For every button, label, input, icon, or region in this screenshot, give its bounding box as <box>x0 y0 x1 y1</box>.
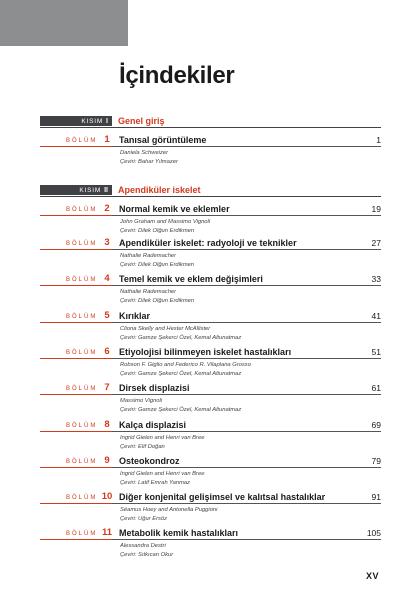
chapter-page: 61 <box>371 383 381 393</box>
part-title: Genel giriş <box>118 116 165 126</box>
chapter-line <box>40 236 381 248</box>
chapter-title[interactable]: Dirsek displazisi <box>119 383 190 393</box>
chapter-number: 2 <box>104 203 110 214</box>
toc-entry-chapter-3[interactable] <box>40 236 381 269</box>
chapter-rule <box>40 394 381 395</box>
chapter-number: 3 <box>104 237 110 248</box>
chapter-authors: Cliona Skelly and Hester McAllister <box>120 326 211 332</box>
chapter-number: 11 <box>101 527 113 538</box>
chapter-translators: Çeviri: Dilek Olğun Erdikmen <box>120 261 195 268</box>
chapter-authors: Daniela Schweizer <box>120 150 169 156</box>
toc-entry-chapter-8[interactable] <box>40 418 381 451</box>
page-folio: XV <box>366 571 380 581</box>
toc-entry-chapter-5[interactable] <box>40 309 381 342</box>
chapter-meta <box>40 506 381 523</box>
toc-entry-chapter-2[interactable] <box>40 202 381 235</box>
chapter-authors: John Graham and Massimo Vignoli <box>120 219 211 225</box>
chapter-translators: Çeviri: Gamze Şekerci Özel, Kemal Altunatmaz <box>120 370 242 377</box>
chapter-authors: Massimo Vignoli <box>120 398 163 404</box>
corner-decoration-block <box>0 0 128 46</box>
chapter-title[interactable]: Normal kemik ve eklemler <box>119 204 230 214</box>
chapter-title[interactable]: Temel kemik ve eklem değişimleri <box>119 274 263 284</box>
part-rule <box>40 127 381 128</box>
chapter-authors: Ingrid Gielen and Henri van Bree <box>120 471 205 477</box>
chapter-line <box>40 490 381 502</box>
chapter-label: BÖLÜM <box>66 241 98 247</box>
chapter-number: 10 <box>101 491 113 502</box>
chapter-label: BÖLÜM <box>66 386 98 392</box>
chapter-title[interactable]: Tanısal görüntüleme <box>119 135 207 145</box>
chapter-meta <box>40 218 381 235</box>
chapter-rule <box>40 215 381 216</box>
chapter-number: 9 <box>104 455 110 466</box>
chapter-meta <box>40 325 381 342</box>
chapter-translators: Çeviri: Dilek Olğun Erdikmen <box>120 297 195 304</box>
chapter-number: 6 <box>104 346 110 357</box>
chapter-translators: Çeviri: Uğur Ersöz <box>120 515 168 522</box>
toc-entry-chapter-6[interactable] <box>40 345 381 378</box>
chapter-line <box>40 418 381 430</box>
chapter-rule <box>40 503 381 504</box>
chapter-meta <box>40 361 381 378</box>
chapter-rule <box>40 146 381 147</box>
chapter-meta <box>40 542 381 559</box>
chapter-label: BÖLÜM <box>66 138 98 144</box>
toc-entry-chapter-11[interactable] <box>40 526 381 559</box>
chapter-number: 8 <box>104 419 110 430</box>
chapter-page: 51 <box>371 347 381 357</box>
chapter-label: BÖLÜM <box>66 495 98 501</box>
chapter-title[interactable]: Kırıklar <box>119 311 151 321</box>
chapter-translators: Çeviri: Bahar Yılmazer <box>120 158 178 165</box>
chapter-authors: Séamus Hoey and Antonella Puggioni <box>120 507 218 513</box>
chapter-rule <box>40 539 381 540</box>
chapter-label: BÖLÜM <box>66 423 98 429</box>
chapter-line <box>40 345 381 357</box>
chapter-title[interactable]: Osteokondroz <box>119 456 180 466</box>
page-title: İçindekiler <box>119 62 235 89</box>
chapter-translators: Çeviri: Elif Doğan <box>120 443 165 450</box>
chapter-line <box>40 272 381 284</box>
chapter-meta <box>40 470 381 487</box>
chapter-label: BÖLÜM <box>66 350 98 356</box>
chapter-label: BÖLÜM <box>66 459 98 465</box>
toc-entry-chapter-9[interactable] <box>40 454 381 487</box>
chapter-rule <box>40 285 381 286</box>
chapter-label: BÖLÜM <box>66 277 98 283</box>
part-number: II <box>104 186 108 194</box>
chapter-number: 1 <box>104 134 110 145</box>
part-title: Apendiküler iskelet <box>118 185 201 195</box>
chapter-label: BÖLÜM <box>66 314 98 320</box>
part-rule <box>40 196 381 197</box>
chapter-page: 41 <box>371 311 381 321</box>
chapter-number: 4 <box>104 273 110 284</box>
part-header-2 <box>40 185 201 195</box>
chapter-meta <box>40 434 381 451</box>
part-label: KISIM <box>81 117 104 125</box>
chapter-label: BÖLÜM <box>66 531 98 537</box>
chapter-meta <box>40 288 381 305</box>
chapter-rule <box>40 431 381 432</box>
chapter-line <box>40 381 381 393</box>
part-label-box <box>40 116 112 126</box>
toc-entry-chapter-7[interactable] <box>40 381 381 414</box>
chapter-translators: Çeviri: Latif Emrah Yanmaz <box>120 479 191 486</box>
chapter-line <box>40 454 381 466</box>
chapter-meta <box>40 397 381 414</box>
toc-entry-chapter-1[interactable] <box>40 133 381 166</box>
part-number: I <box>106 117 108 125</box>
chapter-line <box>40 526 381 538</box>
chapter-meta <box>40 149 381 166</box>
chapter-page: 1 <box>376 135 381 145</box>
part-label-box <box>40 185 112 195</box>
toc-entry-chapter-10[interactable] <box>40 490 381 523</box>
chapter-line <box>40 133 381 145</box>
chapter-title[interactable]: Apendiküler iskelet: radyoloji ve teknikler <box>119 238 297 248</box>
chapter-authors: Nathalie Rademacher <box>120 289 177 295</box>
chapter-authors: Nathalie Rademacher <box>120 253 177 259</box>
chapter-translators: Çeviri: Gamze Şekerci Özel, Kemal Altunatmaz <box>120 334 242 341</box>
chapter-authors: Ingrid Gielen and Henri van Bree <box>120 435 205 441</box>
chapter-title[interactable]: Etiyolojisi bilinmeyen iskelet hastalıkları <box>119 347 292 357</box>
chapter-rule <box>40 358 381 359</box>
part-header-1 <box>40 116 165 126</box>
chapter-page: 27 <box>371 238 381 248</box>
chapter-line <box>40 309 381 321</box>
chapter-line <box>40 202 381 214</box>
chapter-page: 105 <box>366 528 381 538</box>
chapter-rule <box>40 322 381 323</box>
chapter-page: 79 <box>371 456 381 466</box>
chapter-page: 69 <box>371 420 381 430</box>
chapter-translators: Çeviri: Gamze Şekerci Özel, Kemal Altunatmaz <box>120 406 242 413</box>
chapter-translators: Çeviri: Dilek Olğun Erdikmen <box>120 227 195 234</box>
chapter-authors: Robson F. Giglio and Federico R. Vilaplana Grosso <box>120 362 251 368</box>
chapter-title[interactable]: Kalça displazisi <box>119 420 187 430</box>
chapter-title[interactable]: Metabolik kemik hastalıkları <box>119 528 239 538</box>
chapter-title[interactable]: Diğer konjenital gelişimsel ve kalıtsal hastalıklar <box>119 492 326 502</box>
chapter-page: 91 <box>371 492 381 502</box>
chapter-rule <box>40 467 381 468</box>
chapter-translators: Çeviri: Sıtkıcan Okur <box>120 551 174 558</box>
chapter-rule <box>40 249 381 250</box>
chapter-label: BÖLÜM <box>66 207 98 213</box>
part-label: KISIM <box>79 186 102 194</box>
chapter-number: 5 <box>104 310 110 321</box>
chapter-authors: Alessandra Destri <box>120 543 166 549</box>
toc-entry-chapter-4[interactable] <box>40 272 381 305</box>
chapter-number: 7 <box>104 382 110 393</box>
chapter-page: 33 <box>371 274 381 284</box>
chapter-page: 19 <box>371 204 381 214</box>
chapter-meta <box>40 252 381 269</box>
